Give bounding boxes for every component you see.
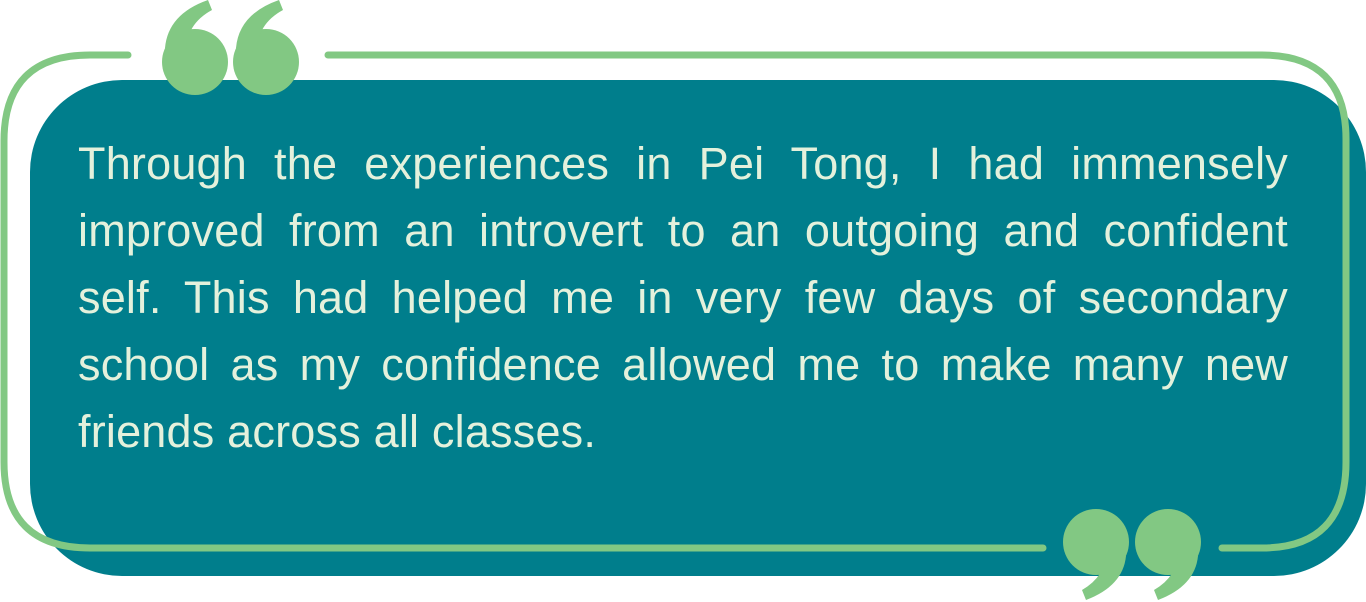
quote-text: Through the experiences in Pei Tong, I had immensely improved from an introvert to an outgoing and confident self. This had helped me in very few days of secondary school as my confidence allowed me to make many new friends across all classes. [78, 138, 1288, 457]
close-quote-icon [1063, 509, 1201, 600]
open-quote-icon [162, 0, 299, 95]
